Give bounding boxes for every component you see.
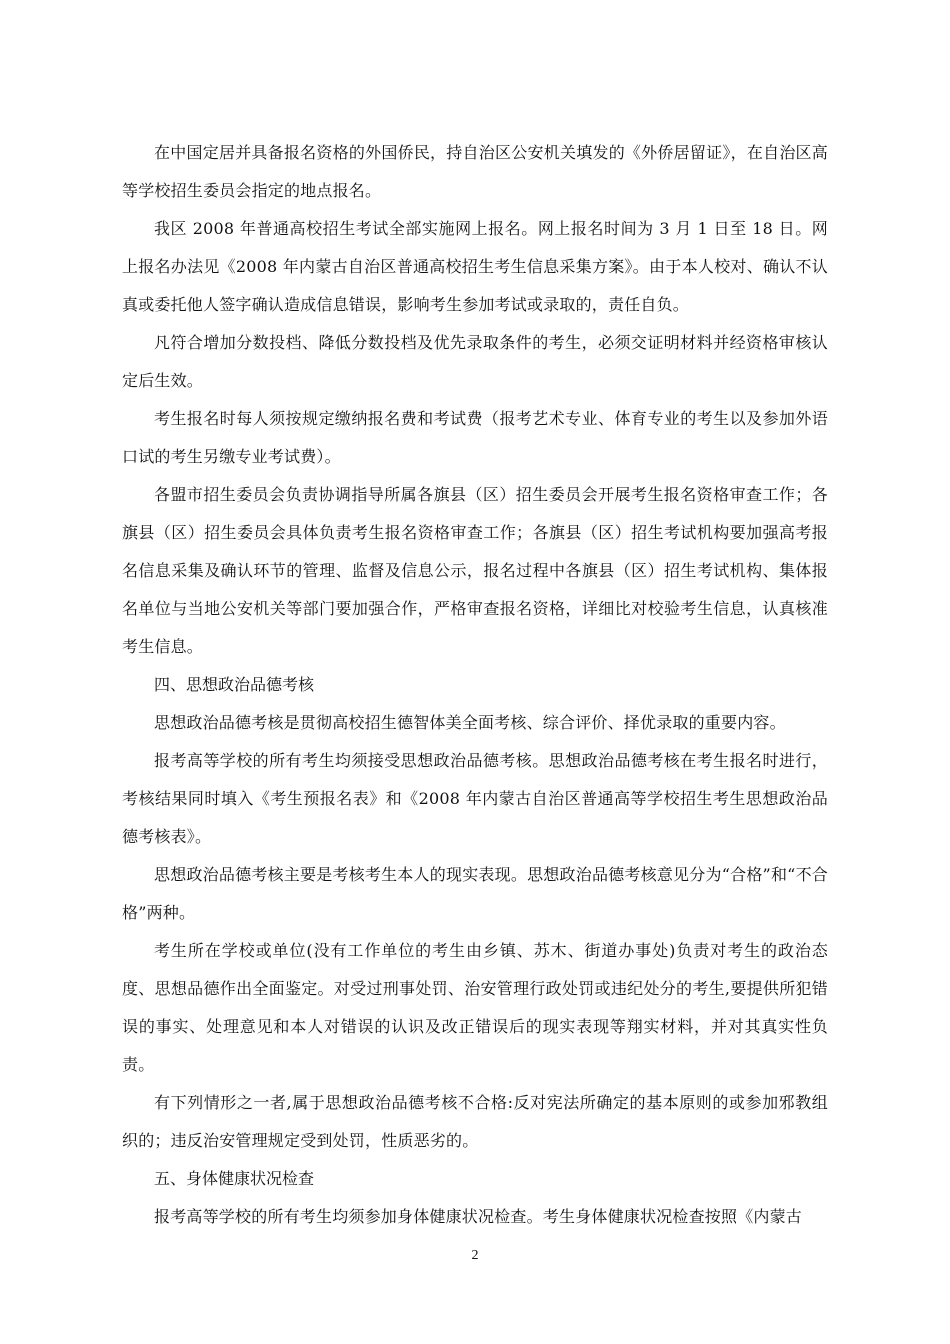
section-heading-health-check: 五、身体健康状况检查 bbox=[154, 1169, 315, 1188]
paragraph-disqualification: 有下列情形之一者,属于思想政治品德考核不合格:反对宪法所确定的基本原则的或参加邪教组织的；违反治安管理规定受到处罚，性质恶劣的。 bbox=[122, 1093, 828, 1150]
section-heading-ideological-assessment: 四、思想政治品德考核 bbox=[154, 675, 315, 694]
paragraph-registration-fees: 考生报名时每人须按规定缴纳报名费和考试费（报考艺术专业、体育专业的考生以及参加外语口试的考生另缴专业考试费）。 bbox=[122, 409, 828, 466]
paragraph-assessment-requirement: 报考高等学校的所有考生均须接受思想政治品德考核。思想政治品德考核在考生报名时进行，考核结果同时填入《考生预报名表》和《2008 年内蒙古自治区普通高等学校招生考生思想政治品德考核表》。 bbox=[122, 751, 828, 846]
paragraph-assessment-importance: 思想政治品德考核是贯彻高校招生德智体美全面考核、综合评价、择优录取的重要内容。 bbox=[154, 713, 786, 732]
paragraph-health-check: 报考高等学校的所有考生均须参加身体健康状况检查。考生身体健康状况检查按照《内蒙古 bbox=[154, 1207, 803, 1226]
paragraph-eligibility-review: 各盟市招生委员会负责协调指导所属各旗县（区）招生委员会开展考生报名资格审查工作；各旗县（区）招生委员会具体负责考生报名资格审查工作；各旗县（区）招生考试机构要加强高考报名信息采集及确认环节的管理、监督及信息公示，报名过程中各旗县（区）招生考试机构、集体报名单位与当地公安机关等部门要加强合作，严格审查报名资格，详细比对校验考生信息，认真核准考生信息。 bbox=[122, 485, 828, 656]
paragraph-bonus-points: 凡符合增加分数投档、降低分数投档及优先录取条件的考生，必须交证明材料并经资格审核认定后生效。 bbox=[122, 333, 828, 390]
paragraph-online-registration: 我区 2008 年普通高校招生考试全部实施网上报名。网上报名时间为 3 月 1 日至 18 日。网上报名办法见《2008 年内蒙古自治区普通高校招生考生信息采集方案》。由于本人校对、确认不认真或委托他人签字确认造成信息错误，影响考生参加考试或录取的，责任自负。 bbox=[122, 219, 828, 314]
paragraph-school-evaluation: 考生所在学校或单位(没有工作单位的考生由乡镇、苏木、街道办事处)负责对考生的政治态度、思想品德作出全面鉴定。对受过刑事处罚、治安管理行政处罚或违纪处分的考生,要提供所犯错误的事实、处理意见和本人对错误的认识及改正错误后的现实表现等翔实材料，并对其真实性负责。 bbox=[122, 941, 828, 1074]
page-number: 2 bbox=[471, 1248, 479, 1263]
paragraph-assessment-result: 思想政治品德考核主要是考核考生本人的现实表现。思想政治品德考核意见分为“合格”和“不合格”两种。 bbox=[122, 865, 828, 922]
paragraph-foreign-residents: 在中国定居并具备报名资格的外国侨民，持自治区公安机关填发的《外侨居留证》，在自治区高等学校招生委员会指定的地点报名。 bbox=[122, 143, 828, 200]
